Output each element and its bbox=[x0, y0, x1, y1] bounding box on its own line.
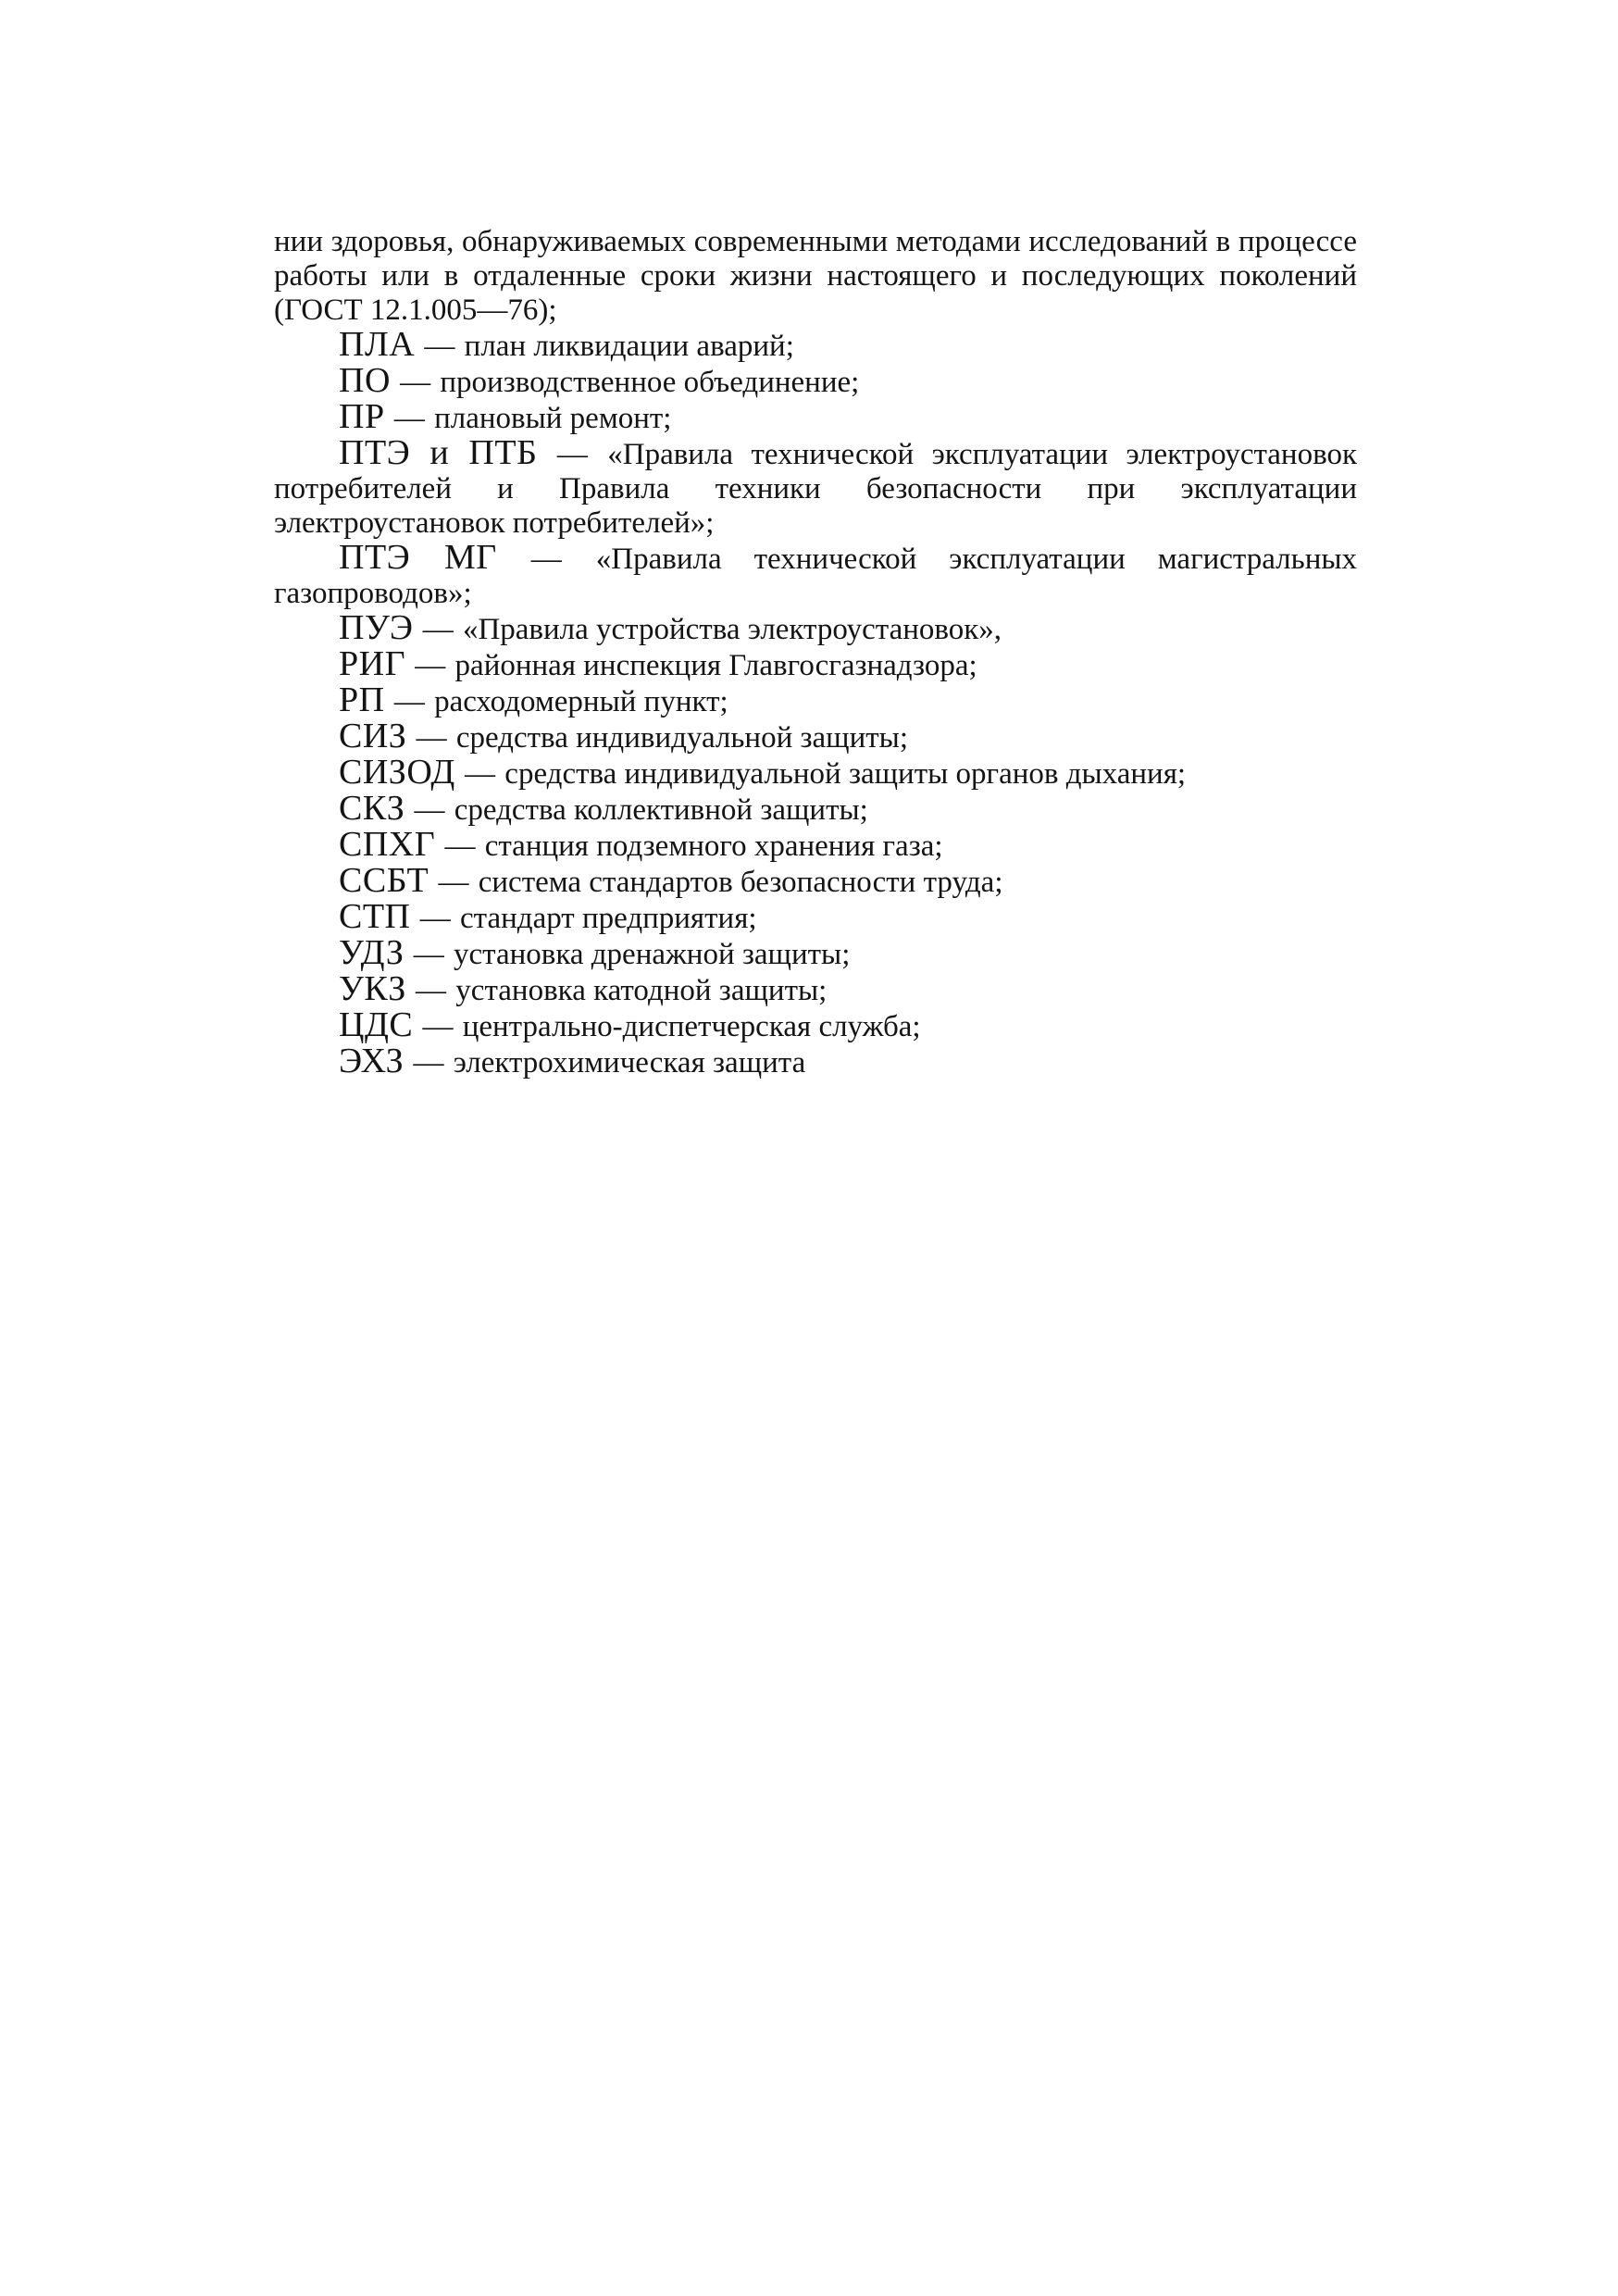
definition: станция подземного хранения газа; bbox=[484, 830, 943, 863]
list-item bbox=[274, 969, 1357, 1008]
abbreviation: ПР bbox=[339, 397, 385, 436]
dash: — bbox=[416, 721, 447, 755]
dash: — bbox=[444, 830, 476, 863]
abbreviation: СТП bbox=[339, 897, 411, 936]
dash: — bbox=[422, 1010, 454, 1043]
dash: — bbox=[556, 438, 588, 471]
definition: «Правила технической эксплуатации магистральных газопроводов»; bbox=[274, 543, 1358, 610]
list-item bbox=[274, 719, 1357, 755]
dash: — bbox=[419, 902, 451, 935]
continuation-paragraph: нии здоровья, обнаруживаемых современными методами исследований в процессе работы или в отдаленные сроки жизни настоящего и последующих поколений (ГОСТ 12.1.005—76); bbox=[274, 225, 1357, 327]
abbreviation: ЭХЗ bbox=[339, 1042, 404, 1080]
dash: — bbox=[414, 793, 445, 827]
dash: — bbox=[413, 1046, 444, 1079]
dash: — bbox=[424, 330, 455, 363]
definition: система стандартов безопасности труда; bbox=[478, 866, 1003, 899]
definition: установка дренажной защиты; bbox=[453, 938, 851, 971]
list-item bbox=[274, 680, 1357, 719]
abbreviation: УКЗ bbox=[339, 969, 406, 1008]
list-item bbox=[274, 1005, 1357, 1044]
definition: плановый ремонт; bbox=[434, 402, 672, 435]
definition: производственное объединение; bbox=[440, 366, 860, 399]
dash: — bbox=[438, 866, 469, 899]
dash: — bbox=[415, 649, 446, 682]
list-item bbox=[274, 608, 1357, 647]
dash: — bbox=[530, 543, 562, 576]
dash: — bbox=[393, 685, 425, 718]
dash: — bbox=[416, 974, 447, 1007]
list-item bbox=[274, 897, 1357, 936]
dash: — bbox=[465, 757, 496, 791]
dash: — bbox=[393, 402, 425, 435]
definition: средства индивидуальной защиты органов дыхания; bbox=[504, 757, 1187, 791]
abbreviation: ЦДС bbox=[339, 1005, 414, 1044]
abbreviation: РП bbox=[339, 680, 385, 719]
definition: «Правила технической эксплуатации электроустановок потребителей и Правила техники безопасности при эксплуатации электроустановок потребителей»; bbox=[274, 438, 1357, 540]
dash: — bbox=[400, 366, 431, 399]
abbreviation-list bbox=[274, 325, 1358, 1080]
list-item bbox=[274, 861, 1357, 900]
abbreviation: ССБТ bbox=[339, 861, 429, 900]
list-item bbox=[274, 397, 1357, 436]
list-item bbox=[274, 1044, 1357, 1080]
definition: установка катодной защиты; bbox=[455, 974, 828, 1007]
definition: районная инспекция Главгосгазнадзора; bbox=[454, 649, 977, 682]
dash: — bbox=[413, 938, 444, 971]
abbreviation: ПО bbox=[339, 361, 391, 400]
abbreviation: СКЗ bbox=[339, 789, 405, 828]
abbreviation: СИЗ bbox=[339, 717, 407, 755]
abbreviation: ПТЭ и ПТБ bbox=[339, 433, 538, 472]
abbreviation: УДЗ bbox=[339, 933, 404, 972]
list-item bbox=[274, 933, 1357, 972]
list-item bbox=[274, 325, 1357, 364]
definition: расходомерный пункт; bbox=[434, 685, 728, 718]
definition: план ликвидации аварий; bbox=[464, 330, 794, 363]
definition: центрально-диспетчерская служба; bbox=[462, 1010, 921, 1043]
definition: стандарт предприятия; bbox=[460, 902, 757, 935]
list-item bbox=[274, 644, 1357, 683]
list-item bbox=[274, 755, 1357, 792]
abbreviation: СПХГ bbox=[339, 825, 436, 864]
abbreviation: РИГ bbox=[339, 644, 406, 683]
definition: средства коллективной защиты; bbox=[454, 793, 868, 827]
definition: «Правила устройства электроустановок», bbox=[462, 613, 1002, 646]
list-item bbox=[274, 825, 1357, 864]
list-item bbox=[274, 361, 1357, 400]
document-page bbox=[274, 225, 1357, 1080]
abbreviation: СИЗОД bbox=[339, 753, 455, 792]
definition: средства индивидуальной защиты; bbox=[455, 721, 908, 755]
definition: электрохимическая защита bbox=[453, 1046, 806, 1079]
abbreviation: ПЛА bbox=[339, 325, 416, 364]
list-item bbox=[274, 789, 1357, 828]
abbreviation: ПТЭ МГ bbox=[339, 538, 497, 577]
list-item bbox=[274, 433, 1357, 541]
abbreviation: ПУЭ bbox=[339, 608, 414, 647]
dash: — bbox=[422, 613, 454, 646]
list-item bbox=[274, 538, 1358, 611]
